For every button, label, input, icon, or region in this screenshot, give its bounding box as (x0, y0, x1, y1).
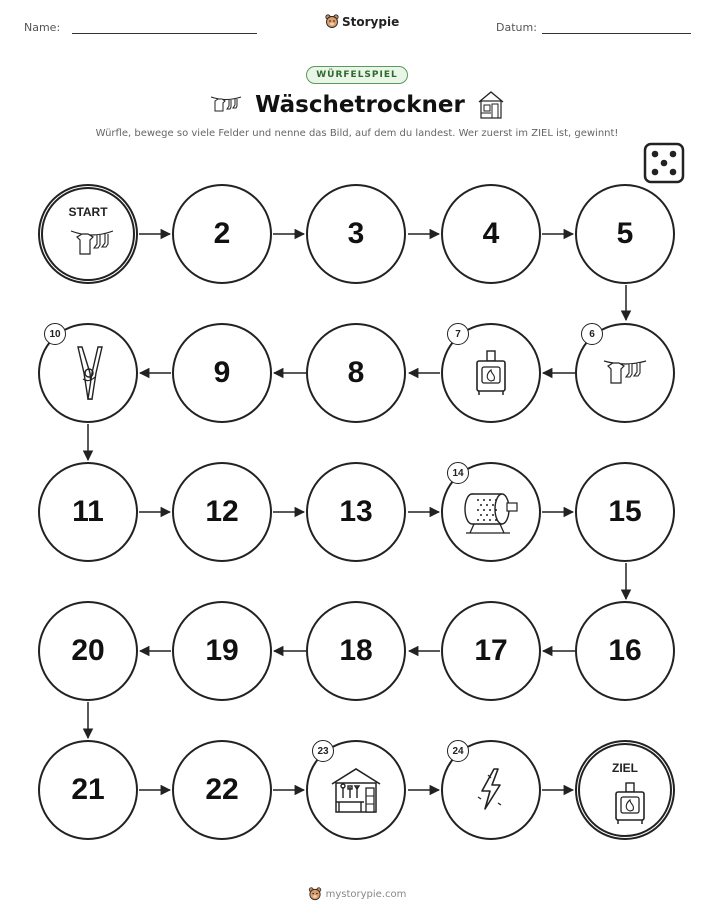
cell-16 (575, 601, 675, 701)
cell-number: 18 (339, 634, 373, 667)
cell-number: 22 (205, 773, 239, 806)
start-cell (38, 184, 138, 284)
clothesline-icon (69, 225, 115, 265)
cell-23 (306, 740, 406, 840)
cell-24 (441, 740, 541, 840)
cell-tag: 6 (581, 323, 603, 345)
stove-icon (610, 781, 650, 827)
cell-number: 20 (71, 634, 105, 667)
cell-11 (38, 462, 138, 562)
cell-number: 8 (347, 356, 365, 389)
cell-tag: 10 (44, 323, 66, 345)
footer-url[interactable]: mystorypie.com (325, 889, 407, 900)
start-label: START (68, 205, 108, 219)
cell-6 (575, 323, 675, 423)
badge-text: WÜRFELSPIEL (306, 66, 408, 84)
goal-label: ZIEL (612, 761, 638, 775)
goal-cell (575, 740, 675, 840)
cell-9 (172, 323, 272, 423)
cell-20 (38, 601, 138, 701)
cell-number: 19 (205, 634, 239, 667)
page-title: Wäschetrockner (255, 92, 465, 118)
clothesline-icon (602, 355, 648, 391)
cell-2 (172, 184, 272, 284)
cell-number: 11 (72, 495, 104, 528)
cell-21 (38, 740, 138, 840)
stove-icon (471, 349, 511, 397)
bear-icon (308, 887, 322, 902)
cell-14 (441, 462, 541, 562)
cell-8 (306, 323, 406, 423)
name-label: Name: (24, 21, 61, 34)
cell-number: 2 (213, 217, 231, 250)
cell-number: 21 (71, 773, 105, 806)
cell-tag: 24 (447, 740, 469, 762)
cell-15 (575, 462, 675, 562)
instructions: Würfle, bewege so viele Felder und nenne das Bild, auf dem du landest. Wer zuerst im ZIEL ist, gewinnt! (95, 128, 619, 139)
cell-tag: 7 (447, 323, 469, 345)
cell-22 (172, 740, 272, 840)
cell-number: 9 (213, 356, 231, 389)
cell-number: 5 (616, 217, 634, 250)
cell-number: 15 (608, 495, 642, 528)
cell-number: 17 (474, 634, 508, 667)
cell-17 (441, 601, 541, 701)
cell-number: 13 (339, 495, 373, 528)
cell-number: 3 (347, 217, 365, 250)
clothespin-icon (70, 343, 106, 403)
footer (0, 887, 714, 902)
brand-name: Storypie (342, 15, 400, 29)
cell-tag: 23 (312, 740, 334, 762)
dryer-drum-icon (462, 489, 520, 535)
cell-number: 16 (608, 634, 642, 667)
workshop-icon (330, 766, 382, 814)
cell-7 (441, 323, 541, 423)
cell-13 (306, 462, 406, 562)
cell-number: 12 (205, 495, 239, 528)
date-label: Datum: (496, 21, 537, 34)
lightning-icon (474, 767, 508, 813)
cell-4 (441, 184, 541, 284)
cell-tag: 14 (447, 462, 469, 484)
cell-19 (172, 601, 272, 701)
cell-10 (38, 323, 138, 423)
cell-12 (172, 462, 272, 562)
cell-number: 4 (482, 217, 500, 250)
cell-3 (306, 184, 406, 284)
cell-18 (306, 601, 406, 701)
cell-5 (575, 184, 675, 284)
